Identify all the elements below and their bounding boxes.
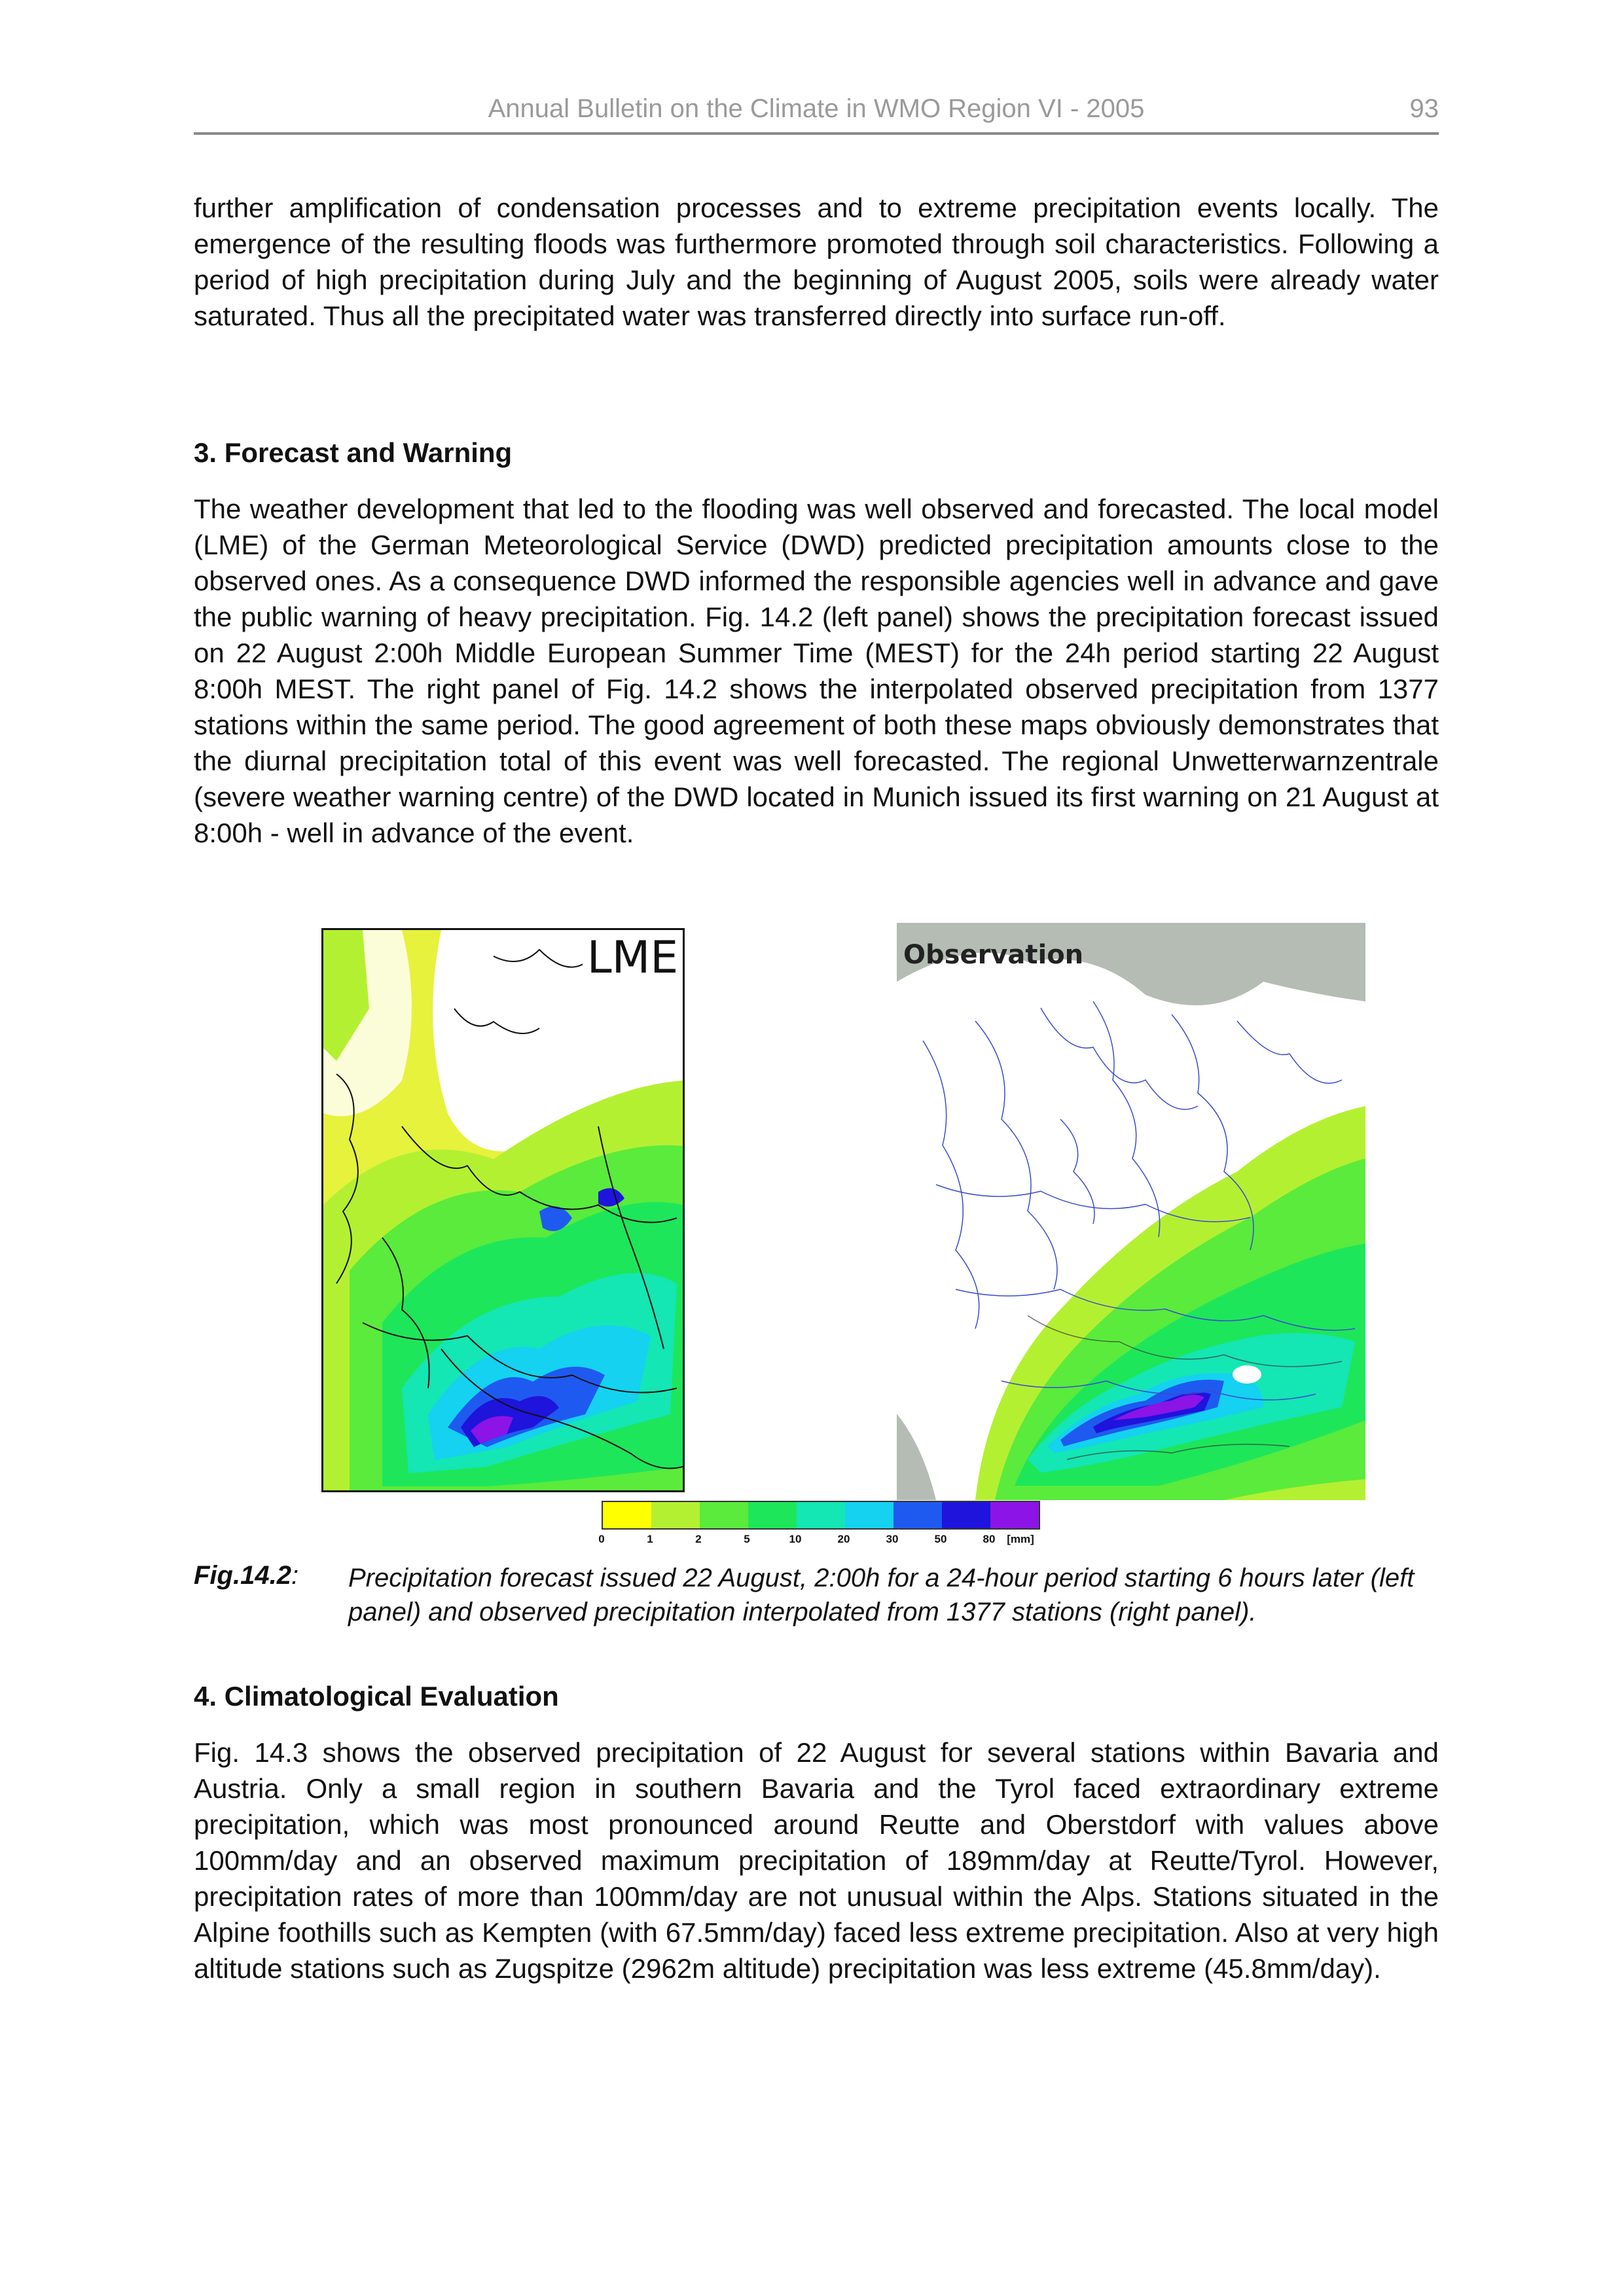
figure-caption-text: Precipitation forecast issued 22 August, 2:00h for a 24-hour period starting 6 hours later (left panel) and observed precipitation interpolated from 1377 stations (right panel). bbox=[348, 1564, 1415, 1626]
colorbar-tick: 80 bbox=[983, 1533, 996, 1545]
colorbar-segment bbox=[700, 1502, 748, 1528]
colorbar-tick: 10 bbox=[789, 1533, 802, 1545]
figure-number: Fig.14.2 bbox=[194, 1561, 291, 1590]
intro-paragraph: further amplification of condensation processes and to extreme precipitation events locally. The emergence of the resulting floods was furthermore promoted through soil characteristics. Following a period of high precipitation during July and the beginning of August 2005, soils were already water saturated. Thus all the precipitated water was transferred directly into surface run-off. bbox=[194, 192, 1439, 331]
lme-forecast-map bbox=[321, 928, 685, 1492]
colorbar-segment bbox=[990, 1502, 1039, 1528]
colorbar-segment bbox=[845, 1502, 893, 1528]
colorbar-tick: 50 bbox=[934, 1533, 947, 1545]
observation-precip-field bbox=[897, 923, 1365, 1500]
section-3-paragraph: The weather development that led to the flooding was well observed and forecasted. The local model (LME) of the German Meteorological Service (DWD) predicted precipitation amounts close to the observed ones. As a consequence DWD informed the responsible agencies well in advance and gave the public warning of heavy precipitation. Fig. 14.2 (left panel) shows the precipitation forecast issued on 22 August 2:00h Middle European Summer Time (MEST) for the 24h period starting 22 August 8:00h MEST. The right panel of Fig. 14.2 shows the interpolated observed precipitation from 1377 stations within the same period. The good agreement of both these maps obviously demonstrates that the diurnal precipitation total of this event was well forecasted. The regional Unwetterwarnzentrale (severe weather warning centre) of the DWD located in Munich issued its first warning on 21 August at 8:00h - well in advance of the event. bbox=[194, 493, 1439, 848]
section-4-paragraph: Fig. 14.3 shows the observed precipitation of 22 August for several stations within Bavaria and Austria. Only a small region in southern Bavaria and the Tyrol faced extraordinary extreme precipitation, which was most pronounced around Reutte and Oberstdorf with values above 100mm/day and an observed maximum precipitation of 189mm/day at Reutte/Tyrol. However, precipitation rates of more than 100mm/day are not unusual within the Alps. Stations situated in the Alpine foothills such as Kempten (with 67.5mm/day) faced less extreme precipitation. Also at very high altitude stations such as Zugspitze (2962m altitude) precipitation was less extreme (45.8mm/day). bbox=[194, 1737, 1439, 1984]
colorbar-segment bbox=[797, 1502, 845, 1528]
colorbar-tick: 20 bbox=[837, 1533, 850, 1545]
bulletin-title: Annual Bulletin on the Climate in WMO Region VI - 2005 bbox=[488, 94, 1145, 123]
colorbar-tick: 0 bbox=[598, 1533, 605, 1545]
section-3-heading: 3. Forecast and Warning bbox=[194, 437, 513, 468]
colorbar-segment bbox=[603, 1502, 651, 1528]
colorbar-tick: 1 bbox=[647, 1533, 653, 1545]
colorbar-tick: 2 bbox=[695, 1533, 702, 1545]
colorbar-tick: 5 bbox=[744, 1533, 750, 1545]
colorbar-ticks bbox=[598, 1533, 1099, 1549]
page-number: 93 bbox=[1409, 94, 1439, 123]
observation-label: Observation bbox=[903, 940, 1084, 970]
colorbar-segment bbox=[748, 1502, 797, 1528]
colorbar-tick: 30 bbox=[886, 1533, 899, 1545]
colorbar-segment bbox=[651, 1502, 700, 1528]
colorbar-segment bbox=[942, 1502, 990, 1528]
colorbar-unit: [mm] bbox=[1007, 1533, 1034, 1545]
section-4-heading: 4. Climatological Evaluation bbox=[194, 1681, 559, 1712]
observation-map bbox=[897, 923, 1365, 1500]
precipitation-colorbar bbox=[602, 1501, 1040, 1530]
lme-label: LME bbox=[583, 930, 683, 986]
colorbar-segment bbox=[893, 1502, 942, 1528]
lme-precip-field bbox=[323, 930, 683, 1490]
figure-caption-label: Fig.14.2: bbox=[194, 1561, 299, 1590]
page-header bbox=[194, 90, 1439, 135]
